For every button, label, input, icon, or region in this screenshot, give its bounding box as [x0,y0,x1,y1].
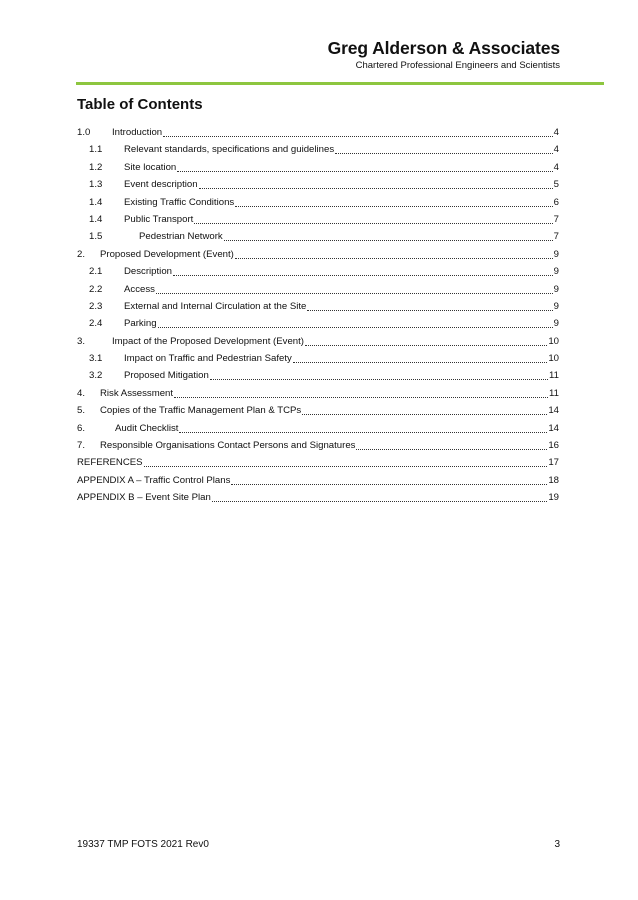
toc-title: Access [124,283,155,295]
dot-leader [335,153,553,154]
toc-page: 9 [553,266,559,278]
toc-title: Parking [124,318,157,330]
toc-title: APPENDIX A – Traffic Control Plans [77,474,231,486]
dot-leader [235,206,552,207]
toc-entry-traffic-conditions[interactable] [77,196,559,213]
toc-page: 11 [549,387,559,399]
dot-leader [307,310,552,311]
toc-page: 11 [549,370,559,382]
dot-leader [210,379,548,380]
toc-title: Audit Checklist [115,422,179,434]
toc-number: 4. [77,387,86,399]
toc-title: Proposed Development (Event) [100,248,234,260]
toc-number: 5. [77,405,86,417]
toc-page: 14 [548,422,559,434]
dot-leader [163,136,553,137]
toc-title: Responsible Organisations Contact Persons and Signatures [100,440,356,452]
toc-entry-risk-assessment[interactable] [77,387,559,404]
page-title: Table of Contents [77,96,203,113]
toc-number: 6. [77,422,86,434]
dot-leader [179,432,547,433]
toc-title: Relevant standards, specifications and guidelines [124,144,335,156]
toc-number: 1.1 [89,144,103,156]
toc-entry-pedestrian-network[interactable] [77,230,559,247]
toc-title: Event description [124,179,198,191]
toc-number: 7. [77,440,86,452]
toc-page: 18 [548,474,559,486]
toc-title: APPENDIX B – Event Site Plan [77,492,211,504]
toc-entry-appendix-a[interactable] [77,474,559,491]
toc-page: 4 [553,144,559,156]
toc-entry-parking[interactable] [77,317,559,334]
toc-page: 19 [548,492,559,504]
toc-number: 2. [77,248,86,260]
toc-entry-contacts[interactable] [77,439,559,456]
toc-number: 3.2 [89,370,103,382]
footer-doc-ref: 19337 TMP FOTS 2021 Rev0 [77,839,209,850]
dot-leader [173,275,553,276]
dot-leader [177,171,552,172]
toc-number: 1.4 [89,213,103,225]
toc-page: 16 [548,440,559,452]
toc-entry-event-description[interactable] [77,178,559,195]
toc-title: Proposed Mitigation [124,370,209,382]
dot-leader [156,293,553,294]
dot-leader [235,258,553,259]
dot-leader [224,240,553,241]
toc-title: Existing Traffic Conditions [124,196,235,208]
table-of-contents [77,126,559,509]
toc-title: Impact of the Proposed Development (Event) [112,335,304,347]
dot-leader [199,188,553,189]
toc-entry-introduction[interactable] [77,126,559,143]
toc-title: Copies of the Traffic Management Plan & TCPs [100,405,302,417]
company-name: Greg Alderson & Associates [327,38,560,58]
toc-page: 4 [553,161,559,173]
toc-page: 7 [553,231,559,243]
company-tagline: Chartered Professional Engineers and Scientists [355,60,560,71]
toc-entry-standards[interactable] [77,143,559,160]
toc-entry-description[interactable] [77,265,559,282]
toc-page: 6 [553,196,559,208]
toc-page: 9 [553,248,559,260]
toc-entry-tmp-copies[interactable] [77,404,559,421]
toc-page: 17 [548,457,559,469]
toc-title: REFERENCES [77,457,143,469]
footer-page-number: 3 [554,839,560,850]
toc-entry-impact[interactable] [77,335,559,352]
dot-leader [144,466,548,467]
toc-title: External and Internal Circulation at the Site [124,300,307,312]
toc-number: 3. [77,335,86,347]
toc-entry-mitigation[interactable] [77,369,559,386]
toc-page: 14 [548,405,559,417]
toc-number: 1.3 [89,179,103,191]
toc-number: 1.5 [89,231,103,243]
toc-number: 2.2 [89,283,103,295]
dot-leader [194,223,552,224]
toc-number: 1.4 [89,196,103,208]
toc-number: 2.4 [89,318,103,330]
toc-page: 9 [553,283,559,295]
toc-page: 10 [548,353,559,365]
toc-entry-access[interactable] [77,283,559,300]
toc-number: 1.2 [89,161,103,173]
toc-entry-appendix-b[interactable] [77,491,559,508]
toc-page: 9 [553,300,559,312]
toc-number: 2.3 [89,300,103,312]
toc-page: 7 [553,213,559,225]
toc-entry-references[interactable] [77,456,559,473]
header-divider [76,82,604,85]
dot-leader [305,345,547,346]
dot-leader [356,449,547,450]
toc-entry-proposed-development[interactable] [77,248,559,265]
toc-number: 1.0 [77,127,91,138]
toc-title: Risk Assessment [100,387,174,399]
toc-page: 10 [548,335,559,347]
toc-entry-site-location[interactable] [77,161,559,178]
dot-leader [212,501,547,502]
toc-title: Site location [124,161,177,173]
toc-entry-circulation[interactable] [77,300,559,317]
toc-title: Pedestrian Network [139,231,223,243]
dot-leader [158,327,553,328]
dot-leader [293,362,548,363]
toc-title: Public Transport [124,213,194,225]
toc-entry-public-transport[interactable] [77,213,559,230]
toc-entry-audit-checklist[interactable] [77,422,559,439]
toc-title: Introduction [112,127,163,138]
dot-leader [302,414,547,415]
toc-title: Impact on Traffic and Pedestrian Safety [124,353,292,365]
toc-title: Description [124,266,172,278]
dot-leader [174,397,548,398]
toc-page: 4 [553,127,559,138]
toc-page: 5 [553,179,559,191]
dot-leader [231,484,547,485]
toc-number: 2.1 [89,266,103,278]
toc-entry-impact-safety[interactable] [77,352,559,369]
toc-page: 9 [553,318,559,330]
toc-number: 3.1 [89,353,103,365]
